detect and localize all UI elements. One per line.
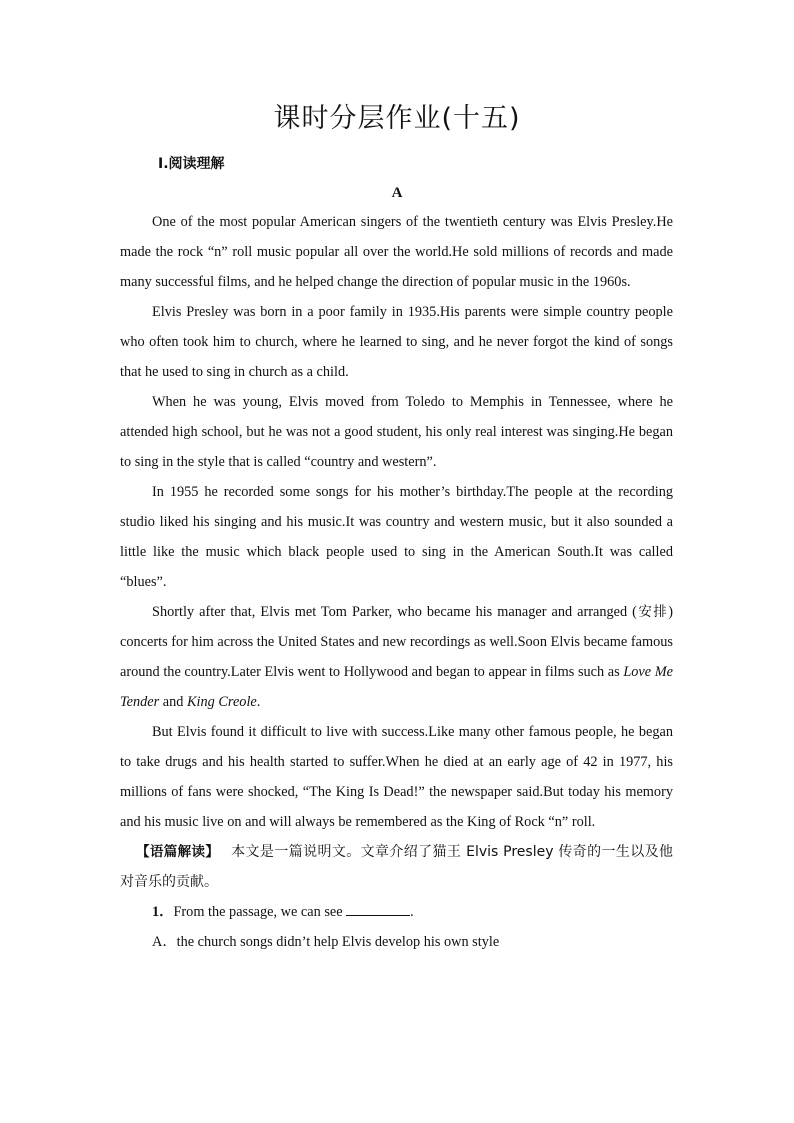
paragraph-5 — [120, 597, 673, 717]
paragraph-5-and: and — [159, 694, 187, 710]
page-title: 课时分层作业(十五) — [273, 103, 521, 134]
passage-analysis — [120, 837, 673, 897]
film-title-1: Love Me Tender — [120, 664, 674, 710]
question-end: . — [410, 904, 414, 920]
question-number: 1． — [152, 904, 174, 920]
passage-body — [120, 207, 673, 957]
option-a: A．the church songs didn’t help Elvis develop his own style — [152, 934, 500, 950]
analysis-label: 【语篇解读】 — [136, 844, 220, 860]
passage-label: A — [391, 185, 403, 201]
paragraph-5-part-a: Shortly after that, Elvis met Tom Parker, who became his manager and arranged ( — [152, 604, 637, 620]
chinese-gloss: 安排 — [636, 604, 669, 620]
paragraph-1: One of the most popular American singers of the twentieth century was Elvis Presley.He made the rock “n” roll music popular all over the world.He sold millions of records and made many successful films, and he helped change the direction of popular music in the 1960s. — [120, 214, 673, 290]
answer-blank[interactable] — [346, 901, 410, 916]
paragraph-5-part-b: ) concerts for him across the United States and new recordings as well.Soon Elvis became famous around the country.Later Elvis went to Hollywood and began to appear in films such as — [120, 604, 673, 680]
paragraph-6: But Elvis found it difficult to live with success.Like many other famous people, he began to take drugs and his health started to suffer.When he died at an early age of 42 in 1977, his millions of fans were shocked, “The King Is Dead!” the newspaper said.But today his memory and his music live on and will always be remembered as the King of Rock “n” roll. — [120, 724, 673, 830]
film-title-2: King Creole — [187, 694, 257, 710]
paragraph-4: In 1955 he recorded some songs for his mother’s birthday.The people at the recording studio liked his singing and his music.It was country and western music, but it also sounded a little like the music which black people used to sing in the American South.It was called “blues”. — [120, 484, 673, 590]
question-1 — [120, 897, 673, 927]
paragraph-2: Elvis Presley was born in a poor family in 1935.His parents were simple country people who often took him to church, where he learned to sing, and he never forgot the kind of songs that he used to sing in church as a child. — [120, 304, 673, 380]
analysis-text: 本文是一篇说明文。文章介绍了猫王 Elvis Presley 传奇的一生以及他对音乐的贡献。 — [120, 844, 673, 890]
paragraph-3: When he was young, Elvis moved from Toledo to Memphis in Tennessee, where he attended high school, but he was not a good student, his only real interest was singing.He began to sing in the style that is called “country and western”. — [120, 394, 673, 470]
paragraph-5-end: . — [256, 694, 261, 710]
question-stem: From the passage, we can see — [173, 904, 343, 920]
section-heading: Ⅰ.阅读理解 — [158, 156, 225, 172]
